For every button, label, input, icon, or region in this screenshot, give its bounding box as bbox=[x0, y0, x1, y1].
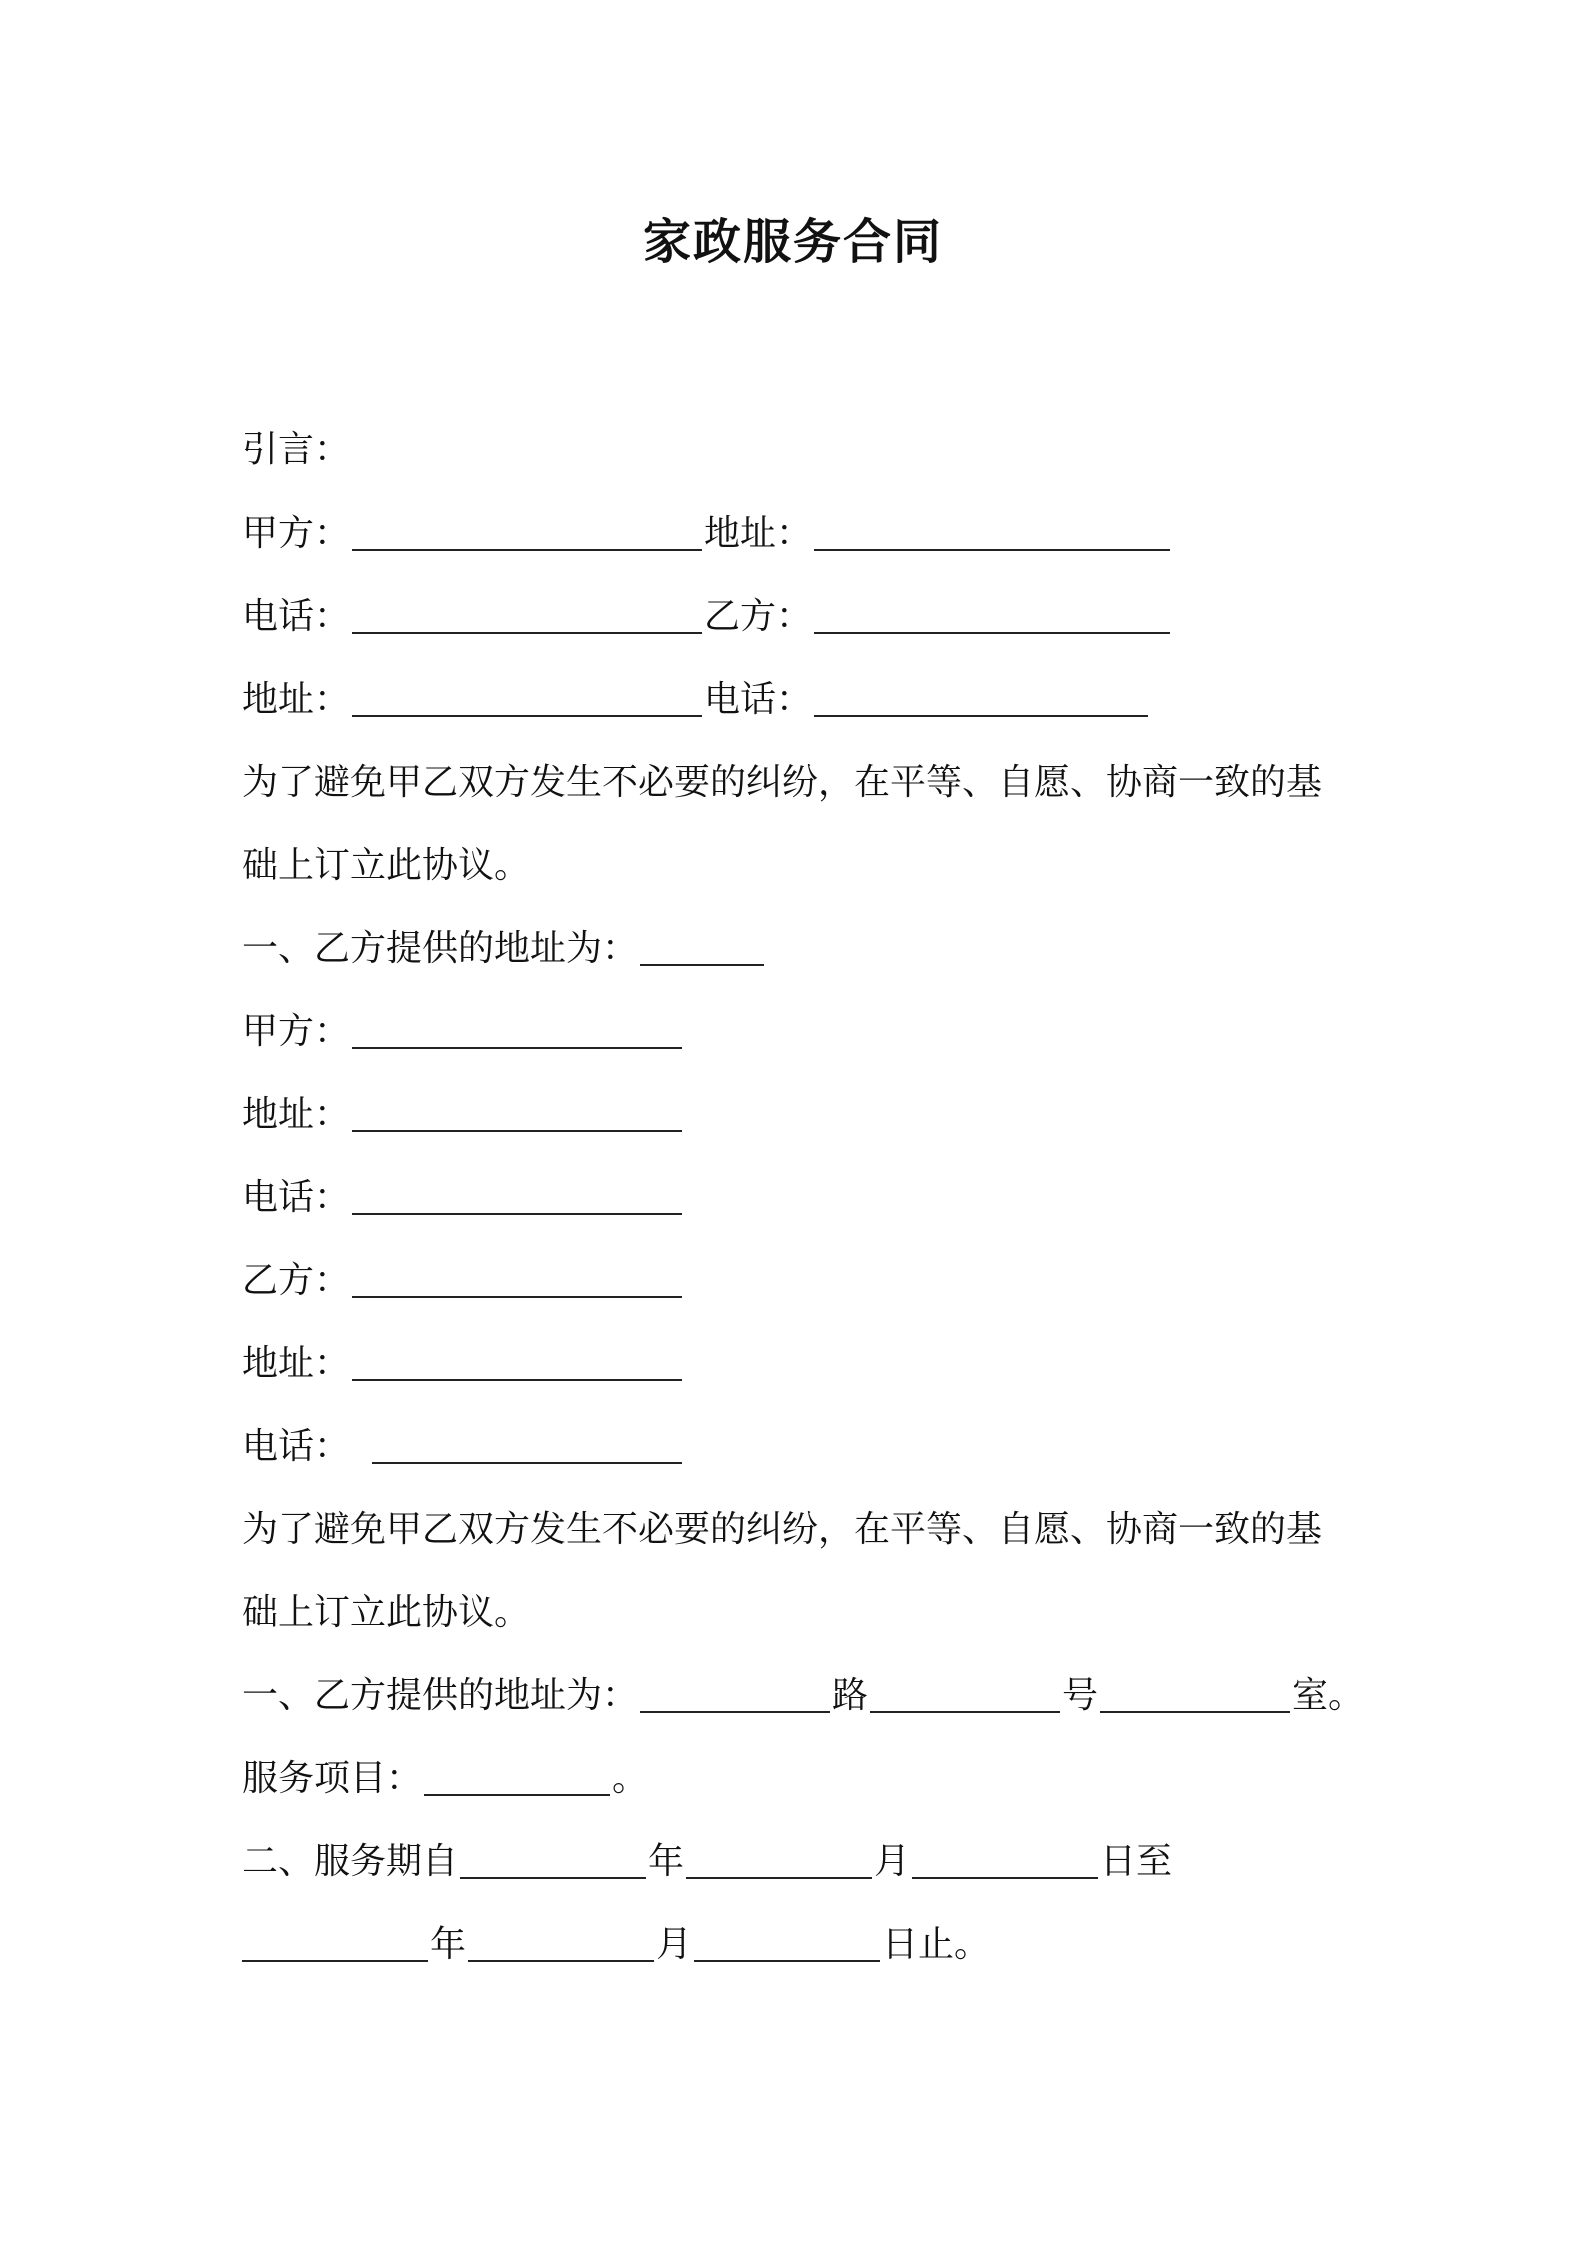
room-label: 室。 bbox=[1292, 1675, 1365, 1716]
service-item-end: 。 bbox=[612, 1758, 649, 1799]
address-a-2-label: 地址： bbox=[242, 1094, 351, 1135]
party-b-blank[interactable] bbox=[814, 604, 1170, 634]
end-month-label: 月 bbox=[656, 1924, 693, 1965]
phone-b-line bbox=[242, 1405, 1442, 1488]
start-day-blank[interactable] bbox=[912, 1849, 1098, 1879]
clause-1-short bbox=[242, 907, 1442, 990]
end-year-label: 年 bbox=[430, 1924, 467, 1965]
start-year-blank[interactable] bbox=[460, 1849, 646, 1879]
party-a-line bbox=[242, 990, 1442, 1073]
party-a-2-label: 甲方： bbox=[242, 1011, 351, 1052]
phone-label: 电话： bbox=[242, 596, 351, 637]
start-year-label: 年 bbox=[648, 1841, 685, 1882]
address-b-line bbox=[242, 1322, 1442, 1405]
service-item-line bbox=[242, 1737, 1442, 1820]
address-a-line bbox=[242, 1073, 1442, 1156]
intro-label: 引言： bbox=[242, 429, 351, 470]
party-b-line bbox=[242, 1239, 1442, 1322]
clause-2-line-1 bbox=[242, 1820, 1442, 1903]
address-blank[interactable] bbox=[814, 521, 1170, 551]
phone-b-2-blank[interactable] bbox=[372, 1434, 682, 1464]
phone-a-2-label: 电话： bbox=[242, 1177, 351, 1218]
start-month-label: 月 bbox=[874, 1841, 911, 1882]
address-label: 地址： bbox=[704, 513, 813, 554]
address-b-2-label: 地址： bbox=[242, 1343, 351, 1384]
party-b-2-blank[interactable] bbox=[352, 1268, 682, 1298]
phone-a-line bbox=[242, 1156, 1442, 1239]
clause-1-short-blank[interactable] bbox=[640, 936, 764, 966]
party-a-2-blank[interactable] bbox=[352, 1019, 682, 1049]
paragraph-2-line-1: 为了避免甲乙双方发生不必要的纠纷，在平等、自愿、协商一致的基 bbox=[242, 1509, 1323, 1550]
paragraph-1-line-2: 础上订立此协议。 bbox=[242, 845, 531, 886]
room-blank[interactable] bbox=[1100, 1683, 1290, 1713]
road-blank[interactable] bbox=[640, 1683, 830, 1713]
paragraph-1-line-1: 为了避免甲乙双方发生不必要的纠纷，在平等、自愿、协商一致的基 bbox=[242, 762, 1323, 803]
clause-1-short-label: 一、乙方提供的地址为： bbox=[242, 928, 639, 969]
road-label: 路 bbox=[832, 1675, 869, 1716]
end-year-blank[interactable] bbox=[242, 1932, 428, 1962]
contract-body bbox=[242, 408, 1442, 1986]
party-row-2 bbox=[242, 575, 1442, 658]
clause-1-full-label: 一、乙方提供的地址为： bbox=[242, 1675, 639, 1716]
service-item-blank[interactable] bbox=[424, 1766, 610, 1796]
address-a-2-blank[interactable] bbox=[352, 1102, 682, 1132]
number-label: 号 bbox=[1062, 1675, 1099, 1716]
party-row-3 bbox=[242, 658, 1442, 741]
paragraph-2-line-2: 础上订立此协议。 bbox=[242, 1592, 531, 1633]
service-item-label: 服务项目： bbox=[242, 1758, 423, 1799]
start-month-blank[interactable] bbox=[686, 1849, 872, 1879]
number-blank[interactable] bbox=[870, 1683, 1060, 1713]
document-title: 家政服务合同 bbox=[642, 214, 943, 270]
party-row-1 bbox=[242, 492, 1442, 575]
address-b-2-blank[interactable] bbox=[352, 1351, 682, 1381]
phone-b-label: 电话： bbox=[704, 679, 813, 720]
end-month-blank[interactable] bbox=[468, 1932, 654, 1962]
party-a-label: 甲方： bbox=[242, 513, 351, 554]
intro-line bbox=[242, 408, 1442, 492]
clause-2-prefix: 二、服务期自 bbox=[242, 1841, 459, 1882]
party-b-2-label: 乙方： bbox=[242, 1260, 351, 1301]
party-b-label: 乙方： bbox=[704, 596, 813, 637]
phone-b-blank[interactable] bbox=[814, 687, 1148, 717]
phone-blank[interactable] bbox=[352, 604, 702, 634]
phone-a-2-blank[interactable] bbox=[352, 1185, 682, 1215]
party-a-blank[interactable] bbox=[352, 521, 702, 551]
phone-b-2-label: 电话： bbox=[242, 1426, 351, 1467]
clause-1-full bbox=[242, 1654, 1442, 1737]
address-b-blank[interactable] bbox=[352, 687, 702, 717]
clause-2-line-2 bbox=[242, 1903, 1442, 1986]
end-day-blank[interactable] bbox=[694, 1932, 880, 1962]
end-day-label: 日止。 bbox=[882, 1924, 991, 1965]
address-b-label: 地址： bbox=[242, 679, 351, 720]
start-day-label: 日至 bbox=[1100, 1841, 1173, 1882]
